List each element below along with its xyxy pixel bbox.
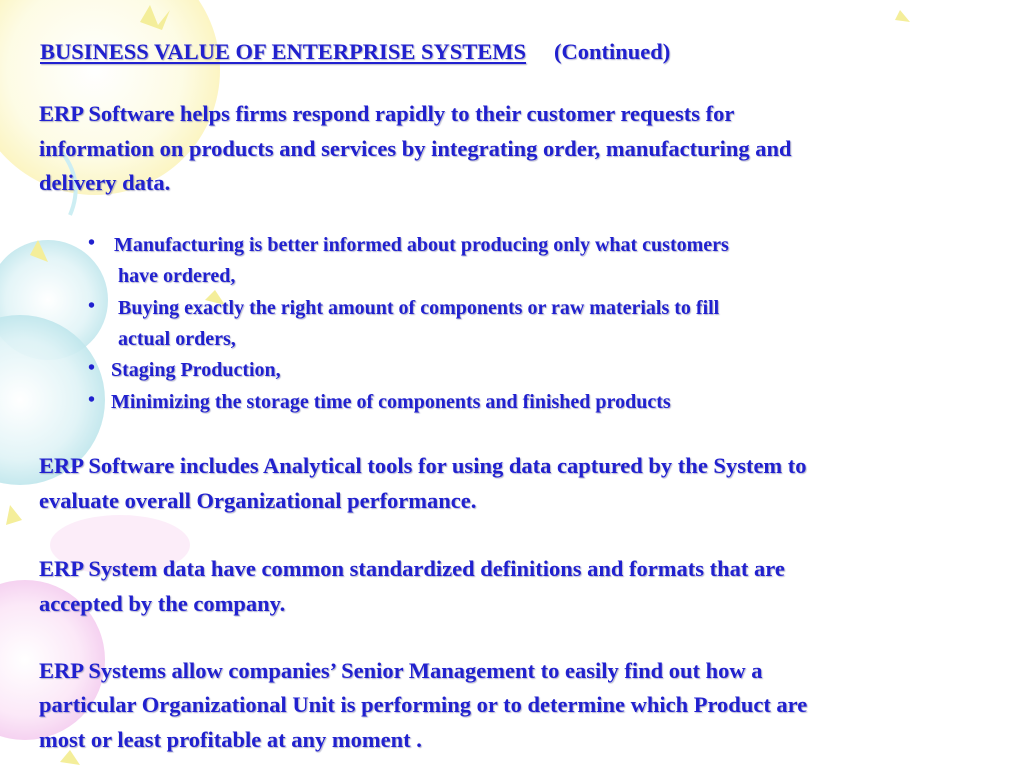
paragraph-2-line-2: evaluate overall Organizational performance. xyxy=(39,488,477,513)
bullet-3-line-1: Staging Production, xyxy=(111,359,281,381)
bullet-icon: • xyxy=(88,389,96,411)
paragraph-1-line-1: ERP Software helps firms respond rapidly to their customer requests for xyxy=(39,101,735,126)
paragraph-1-line-2: information on products and services by integrating order, manufacturing and xyxy=(39,136,792,161)
bullet-1-line-2: have ordered, xyxy=(118,265,236,287)
paragraph-3-line-1: ERP System data have common standardized definitions and formats that are xyxy=(39,556,785,581)
paragraph-4-line-2: particular Organizational Unit is performing or to determine which Product are xyxy=(39,692,808,717)
bullet-2-line-2: actual orders, xyxy=(118,328,236,350)
paragraph-3-line-2: accepted by the company. xyxy=(39,591,286,616)
bullet-2-line-1: Buying exactly the right amount of components or raw materials to fill xyxy=(118,297,720,319)
title-main: BUSINESS VALUE OF ENTERPRISE SYSTEMS xyxy=(40,39,527,64)
bullet-4-line-1: Minimizing the storage time of components and finished products xyxy=(111,391,671,413)
slide-title xyxy=(40,39,670,65)
title-suffix: (Continued) xyxy=(554,39,671,64)
bullet-icon: • xyxy=(88,357,96,379)
bullet-icon: • xyxy=(88,295,96,317)
paragraph-4-line-3: most or least profitable at any moment . xyxy=(39,727,422,752)
bullet-icon: • xyxy=(88,232,96,254)
paragraph-1-line-3: delivery data. xyxy=(39,170,171,195)
bullet-1-line-1: Manufacturing is better informed about producing only what customers xyxy=(114,234,729,256)
paragraph-4-line-1: ERP Systems allow companies’ Senior Management to easily find out how a xyxy=(39,658,763,683)
paragraph-2-line-1: ERP Software includes Analytical tools for using data captured by the System to xyxy=(39,453,807,478)
